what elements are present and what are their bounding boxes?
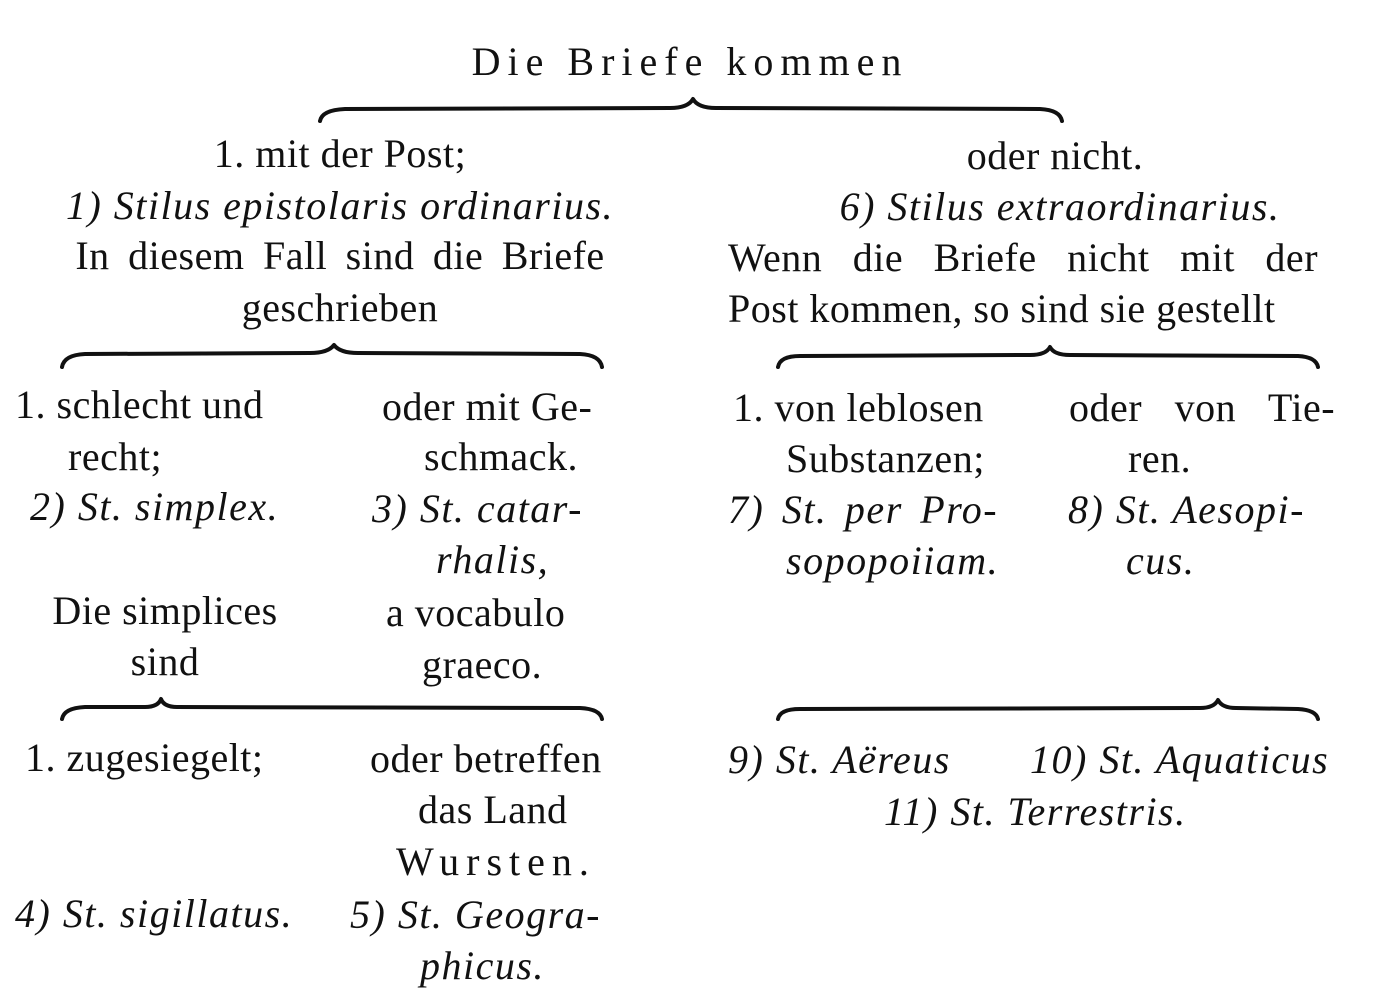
right-description-line1: Wenn die Briefe nicht mit der (728, 235, 1319, 280)
left-a-line1: 1. schlecht und (15, 382, 264, 427)
right-c-aquaticus: 10) St. Aquaticus (1030, 737, 1330, 782)
left-b-line2: schmack. (424, 434, 578, 479)
right-b-line2: ren. (1128, 436, 1192, 481)
left-heading: 1. mit der Post; (213, 131, 467, 176)
right-a-stilus-line2: sopopoiiam. (786, 538, 1000, 583)
right-description-line2: Post kommen, so sind sie gestellt (728, 286, 1276, 331)
right-b-line1: oder von Tie- (1069, 385, 1336, 430)
brace-left-level2 (62, 345, 602, 367)
left-a-b-line3: Wursten. (396, 839, 596, 884)
left-a-b-stilus-line2: phicus. (420, 943, 545, 988)
left-description-line2: geschrieben (241, 285, 439, 330)
left-a-b-line1: oder betreffen (370, 736, 602, 781)
brace-right-level2 (778, 347, 1318, 367)
left-b-stilus-line2: rhalis, (436, 537, 550, 582)
right-a-line1: 1. von leblosen (733, 385, 984, 430)
right-a-line2: Substanzen; (786, 436, 985, 481)
right-c-aereus: 9) St. Aëreus (728, 737, 951, 782)
left-b-stilus-line1: 3) St. catar- (372, 486, 583, 531)
right-b-stilus-line2: cus. (1126, 538, 1196, 583)
left-a-a-stilus: 4) St. sigillatus. (15, 891, 294, 936)
right-stilus: 6) Stilus extraordinarius. (839, 184, 1281, 229)
page-title: Die Briefe kommen (471, 39, 909, 84)
left-stilus: 1) Stilus epistolaris ordinarius. (65, 183, 615, 228)
left-b-description-line2: graeco. (422, 642, 543, 687)
left-description-line1: In diesem Fall sind die Briefe (75, 233, 605, 278)
left-a-line2: recht; (68, 434, 163, 479)
right-heading: oder nicht. (966, 133, 1144, 178)
right-b-stilus-line1: 8) St. Aesopi- (1068, 487, 1305, 532)
left-a-a-line1: 1. zugesiegelt; (25, 735, 264, 780)
brace-right-level3 (778, 700, 1318, 719)
left-a-description-line1: Die simplices (52, 588, 278, 633)
left-a-description-line2: sind (130, 639, 200, 684)
brace-top (320, 99, 1062, 121)
right-a-stilus-line1: 7) St. per Pro- (728, 487, 999, 532)
brace-left-level3 (62, 699, 602, 719)
left-a-b-stilus-line1: 5) St. Geogra- (350, 892, 601, 937)
left-b-description-line1: a vocabulo (386, 590, 566, 635)
left-a-b-line2: das Land (418, 787, 568, 832)
left-a-stilus: 2) St. simplex. (30, 484, 280, 529)
right-c-terrestris: 11) St. Terrestris. (884, 789, 1187, 834)
left-b-line1: oder mit Ge- (382, 384, 593, 429)
